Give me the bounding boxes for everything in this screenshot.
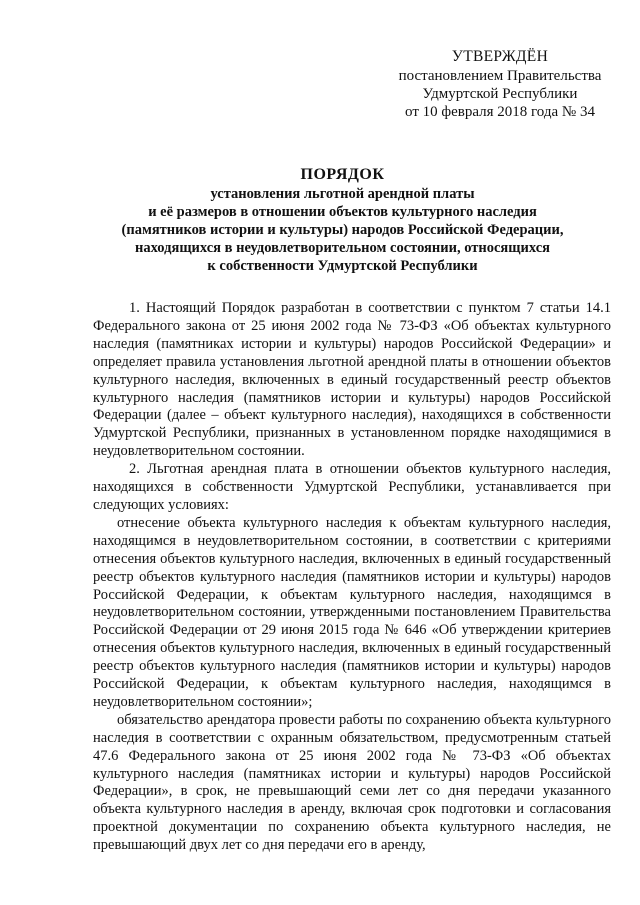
approval-line: от 10 февраля 2018 года № 34 <box>405 104 595 120</box>
title-line: (памятников истории и культуры) народов Российской Федерации, <box>121 222 564 238</box>
title-line: к собственности Удмуртской Республики <box>207 258 478 274</box>
approval-line: постановлением Правительства <box>398 68 602 84</box>
document-title <box>80 165 605 275</box>
paragraph-condition-1: отнесение объекта культурного наследия к объектам культурного наследия, находящимся в неудовлетворительном состоянии, в соответствии с критериями отнесения объектов культурного наследия, включенных в единый государственный реестр объектов культурного наследия (памятников истории и культуры) народов Российской Федерации, к объектам культурного наследия, находящимся в неудовлетворительном состоянии, утвержденными постановлением Правительства Российской Федерации от 29 июня 2015 года № 646 «Об утверждении критериев отнесения объектов культурного наследия, включенных в единый государственный реестр объектов культурного наследия (памятников истории и культуры) народов Российской Федерации, к объектам культурного наследия, находящимся в неудовлетворительном состоянии»; <box>93 514 611 710</box>
title-heading: ПОРЯДОК <box>300 166 385 183</box>
paragraph-2: 2. Льготная арендная плата в отношении объектов культурного наследия, находящихся в собственности Удмуртской Республики, устанавливается при следующих условиях: <box>93 461 611 513</box>
title-line: установления льготной арендной платы <box>210 186 475 202</box>
title-line: и её размеров в отношении объектов культурного наследия <box>148 204 537 220</box>
approval-line: Удмуртской Республики <box>422 86 578 102</box>
approval-heading: УТВЕРЖДЁН <box>451 48 549 65</box>
approval-stamp <box>380 48 620 121</box>
paragraph-1: 1. Настоящий Порядок разработан в соответствии с пунктом 7 статьи 14.1 Федерального закона от 25 июня 2002 года № 73-ФЗ «Об объектах культурного наследия (памятниках истории и культуры) народов Российской Федерации» и определяет правила установления льготной арендной платы в отношении объектов культурного наследия, включенных в единый государственный реестр объектов культурного наследия (памятников истории и культуры) народов Российской Федерации (далее – объект культурного наследия), находящихся в собственности Удмуртской Республики, признанных в установленном порядке находящимися в неудовлетворительном состоянии. <box>93 300 611 460</box>
document-body <box>93 300 611 855</box>
paragraph-condition-2: обязательство арендатора провести работы по сохранению объекта культурного наследия в соответствии с охранным обязательством, предусмотренным статьей 47.6 Федерального закона от 25 июня 2002 года № 73-ФЗ «Об объектах культурного наследия (памятниках истории и культуры) народов Российской Федерации», в срок, не превышающий семи лет со дня передачи указанного объекта культурного наследия в аренду, включая срок подготовки и согласования проектной документации по сохранению объекта культурного наследия, не превышающий двух лет со дня передачи его в аренду, <box>93 711 611 854</box>
title-line: находящихся в неудовлетворительном состоянии, относящихся <box>135 240 550 256</box>
